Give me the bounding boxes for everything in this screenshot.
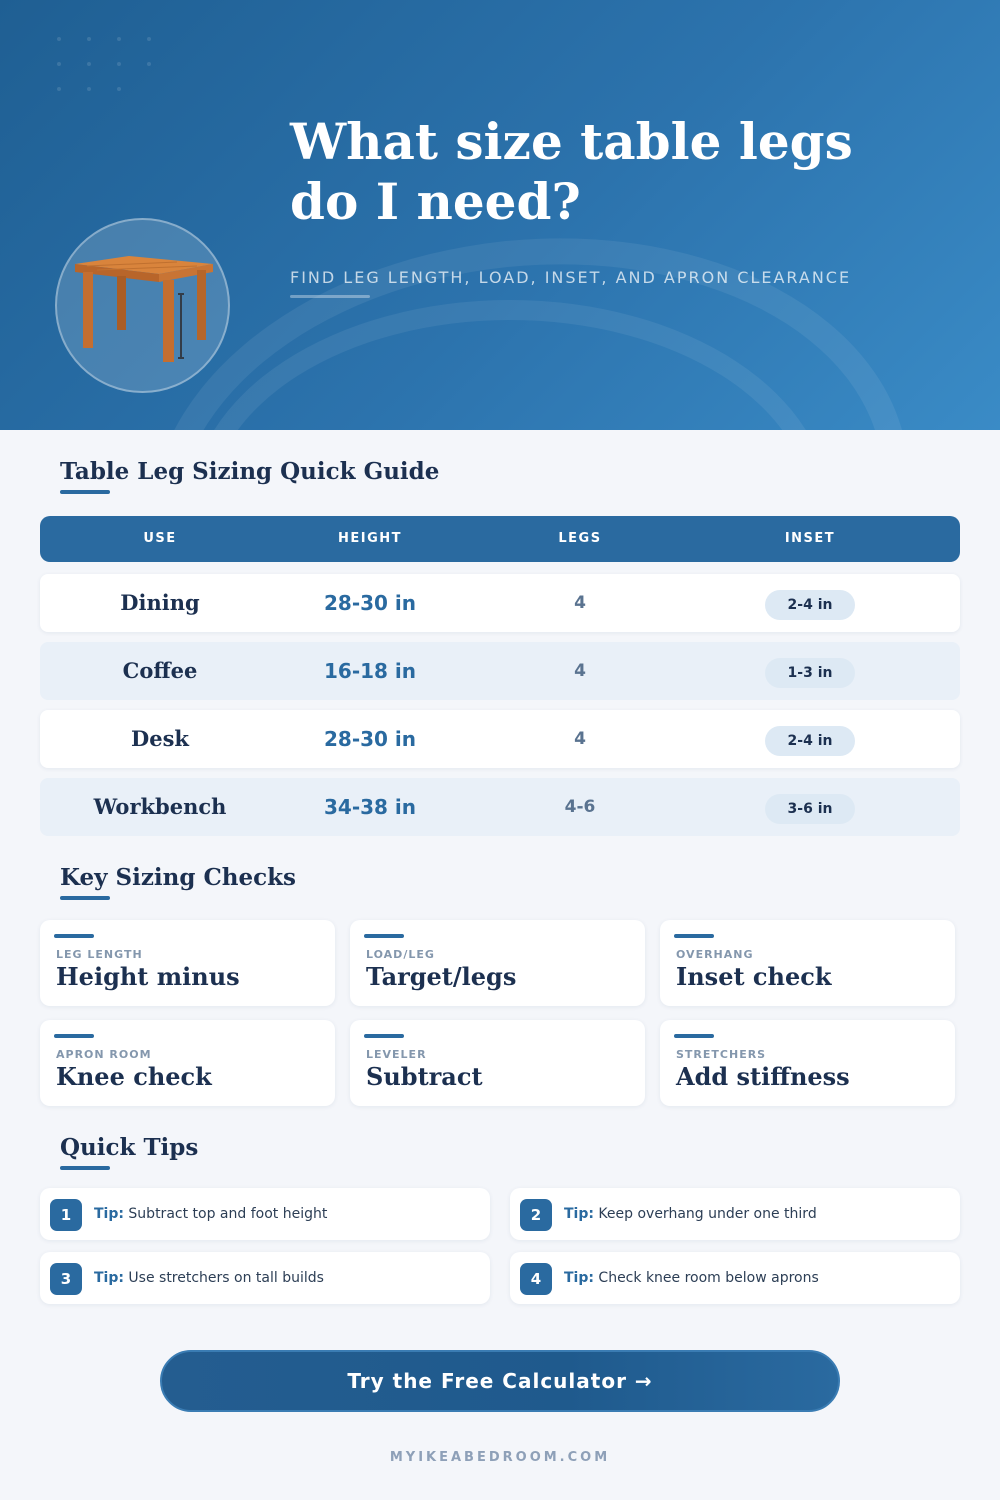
card-accent xyxy=(54,934,94,938)
section-underline xyxy=(60,490,110,494)
card-value: Subtract xyxy=(366,1062,483,1091)
card-accent xyxy=(54,1034,94,1038)
tip-text xyxy=(94,1252,324,1304)
tip-text xyxy=(94,1188,327,1240)
subtitle-underline xyxy=(290,295,370,298)
card-label: LEVELER xyxy=(366,1048,427,1061)
inset-badge: 2-4 in xyxy=(765,726,855,756)
tip-body: Check knee room below aprons xyxy=(598,1270,819,1286)
row-legs: 4 xyxy=(574,729,586,749)
row-height: 28-30 in xyxy=(323,727,417,751)
dot-pattern xyxy=(55,35,165,95)
tip-number-badge: 3 xyxy=(50,1263,82,1295)
tip-card xyxy=(40,1188,490,1240)
card-accent xyxy=(364,934,404,938)
column-header-height: HEIGHT xyxy=(337,531,402,546)
tip-number-badge: 1 xyxy=(50,1199,82,1231)
check-card-stretchers xyxy=(660,1020,955,1106)
row-use: Coffee xyxy=(122,658,198,683)
row-legs: 4 xyxy=(574,661,586,681)
card-value: Target/legs xyxy=(366,962,517,991)
tip-number-badge: 4 xyxy=(520,1263,552,1295)
tip-number-badge: 2 xyxy=(520,1199,552,1231)
table-row xyxy=(40,574,960,632)
section-underline xyxy=(60,896,110,900)
tip-body: Subtract top and foot height xyxy=(128,1206,328,1222)
tip-body: Use stretchers on tall builds xyxy=(128,1270,324,1286)
check-card-leveler xyxy=(350,1020,645,1106)
tip-card xyxy=(510,1252,960,1304)
card-value: Inset check xyxy=(676,962,832,991)
tips-section-title: Quick Tips xyxy=(60,1134,199,1161)
row-height: 16-18 in xyxy=(323,659,417,683)
inset-badge: 1-3 in xyxy=(765,658,855,688)
tip-card xyxy=(40,1252,490,1304)
tip-label: Tip: xyxy=(564,1270,594,1286)
guide-section-title: Table Leg Sizing Quick Guide xyxy=(60,458,440,485)
tip-label: Tip: xyxy=(94,1270,124,1286)
card-accent xyxy=(674,1034,714,1038)
card-value: Knee check xyxy=(56,1062,212,1091)
tip-card xyxy=(510,1188,960,1240)
check-card-apron-room xyxy=(40,1020,335,1106)
card-label: LEG LENGTH xyxy=(56,948,143,961)
check-card-load xyxy=(350,920,645,1006)
page-subtitle: FIND LEG LENGTH, LOAD, INSET, AND APRON CLEARANCE xyxy=(290,268,852,287)
checks-section-title: Key Sizing Checks xyxy=(60,864,296,891)
column-header-use: USE xyxy=(143,531,177,546)
hero-banner xyxy=(0,0,1000,430)
row-legs: 4 xyxy=(574,593,586,613)
card-label: APRON ROOM xyxy=(56,1048,152,1061)
table-icon xyxy=(57,220,232,395)
table-row xyxy=(40,642,960,700)
try-calculator-button[interactable]: Try the Free Calculator → xyxy=(160,1350,840,1412)
check-card-overhang xyxy=(660,920,955,1006)
table-header xyxy=(40,516,960,562)
table-illustration xyxy=(55,218,230,393)
tip-text xyxy=(564,1252,819,1304)
inset-badge: 2-4 in xyxy=(765,590,855,620)
site-footer-url: MYIKEABEDROOM.COM xyxy=(389,1450,611,1465)
section-underline xyxy=(60,1166,110,1170)
row-legs: 4-6 xyxy=(564,797,596,817)
row-use: Desk xyxy=(131,726,189,751)
row-height: 34-38 in xyxy=(323,795,417,819)
table-row xyxy=(40,778,960,836)
row-use: Dining xyxy=(120,590,200,615)
inset-badge: 3-6 in xyxy=(765,794,855,824)
card-label: LOAD/LEG xyxy=(366,948,435,961)
card-accent xyxy=(674,934,714,938)
row-height: 28-30 in xyxy=(323,591,417,615)
check-card-leg-length xyxy=(40,920,335,1006)
page-title: What size table legs do I need? xyxy=(290,112,853,231)
tip-text xyxy=(564,1188,817,1240)
row-use: Workbench xyxy=(93,794,227,819)
table-row xyxy=(40,710,960,768)
card-value: Add stiffness xyxy=(676,1062,850,1091)
card-value: Height minus xyxy=(56,962,240,991)
tip-body: Keep overhang under one third xyxy=(598,1206,817,1222)
card-label: OVERHANG xyxy=(676,948,754,961)
column-header-legs: LEGS xyxy=(558,531,602,546)
tip-label: Tip: xyxy=(564,1206,594,1222)
card-label: STRETCHERS xyxy=(676,1048,767,1061)
tip-label: Tip: xyxy=(94,1206,124,1222)
card-accent xyxy=(364,1034,404,1038)
column-header-inset: INSET xyxy=(784,531,836,546)
